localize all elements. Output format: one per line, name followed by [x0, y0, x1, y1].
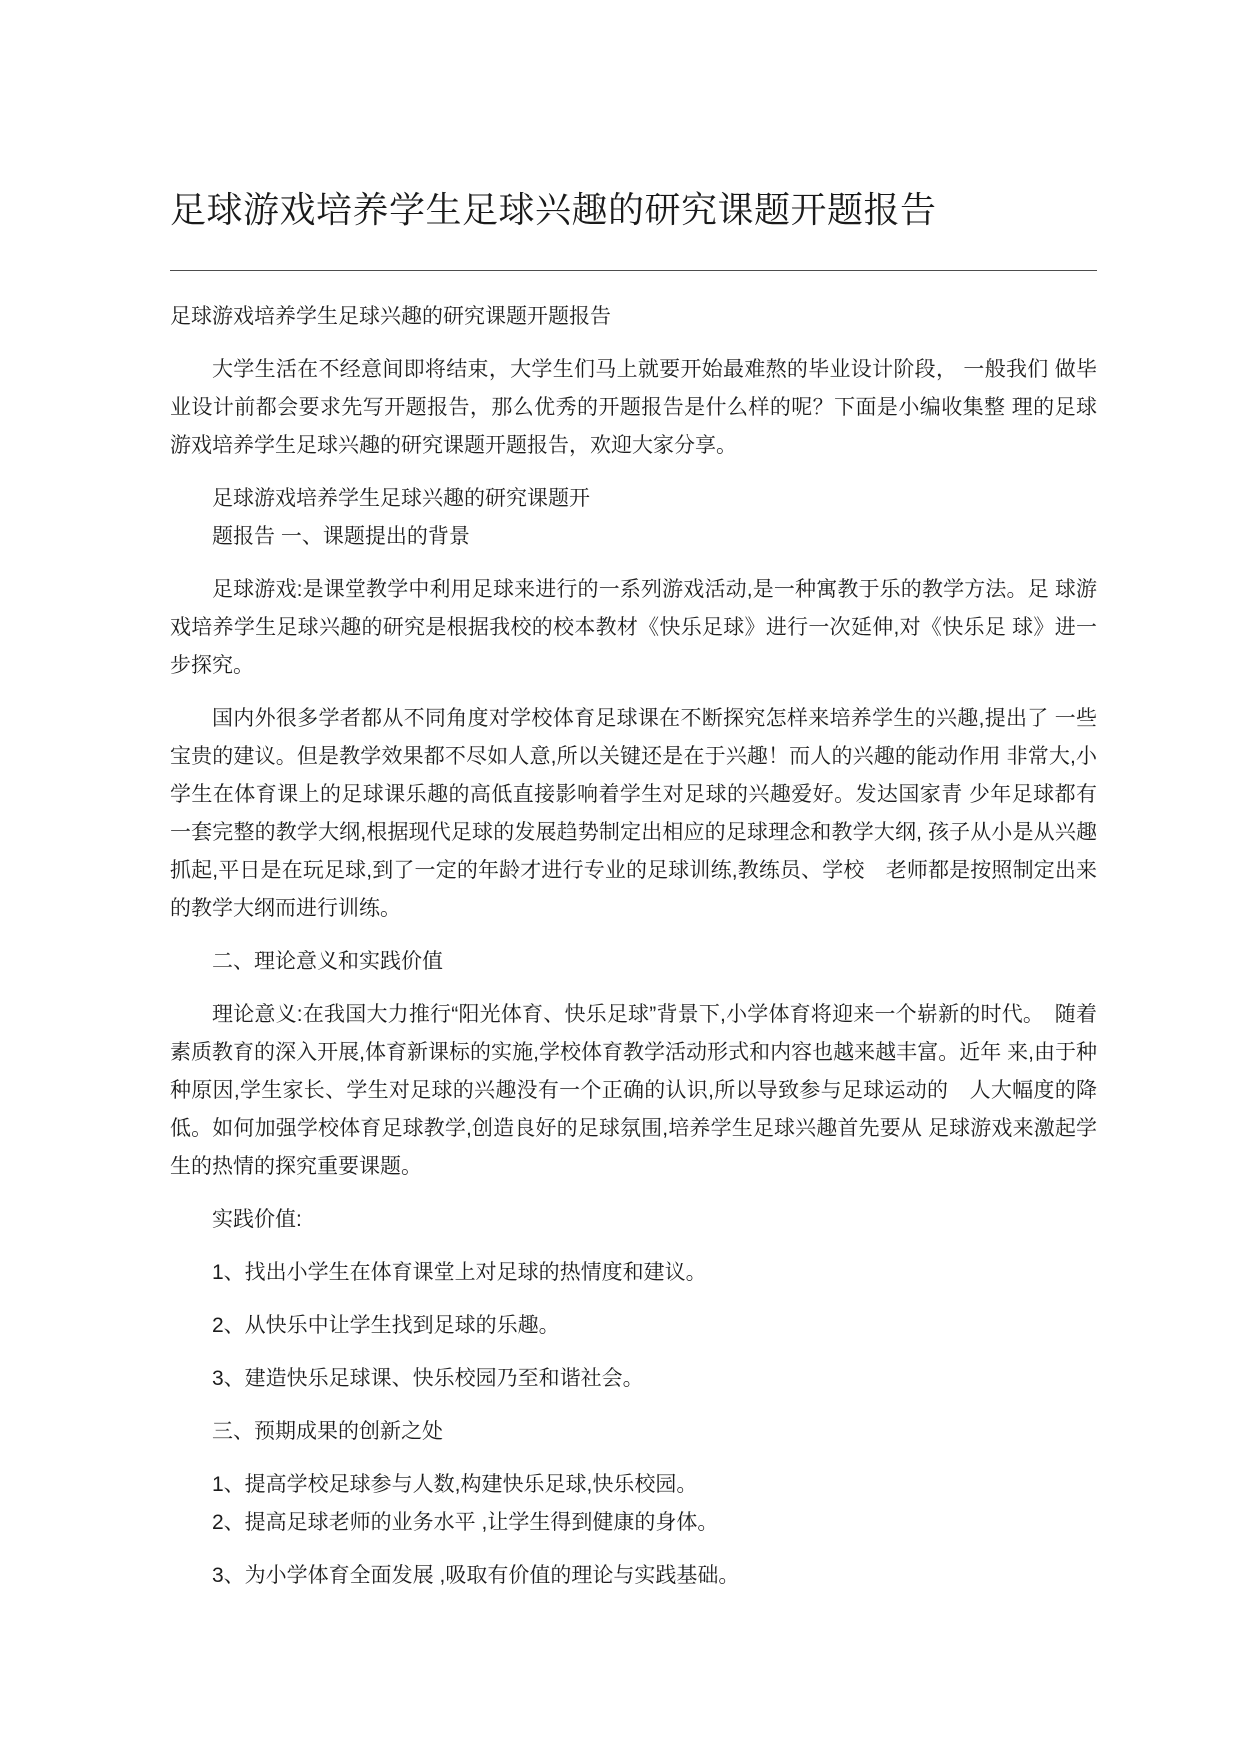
paragraph-section3-heading: 三、预期成果的创新之处 — [212, 1420, 443, 1443]
list-item-outcome-1: 1、提高学校足球参与人数,构建快乐足球,快乐校园。 — [212, 1473, 698, 1496]
list-item-outcome-3: 3、为小学体育全面发展 ,吸取有价值的理论与实践基础。 — [212, 1564, 740, 1587]
list-item-practical-3: 3、建造快乐足球课、快乐校园乃至和谐社会。 — [212, 1367, 644, 1390]
paragraph-practical-value-label: 实践价值: — [212, 1208, 302, 1231]
paragraph-background-definition: 足球游戏:是课堂教学中利用足球来进行的一系列游戏活动,是一种寓教于乐的教学方法。足 球游戏培养学生足球兴趣的研究是根据我校的校本教材《快乐足球》进行一次延伸,对《快乐足 球》进一步探究。 — [170, 578, 1097, 677]
document-title: 足球游戏培养学生足球兴趣的研究课题开题报告 — [170, 189, 937, 230]
paragraph-subtitle: 足球游戏培养学生足球兴趣的研究课题开题报告 — [170, 305, 611, 328]
paragraph-section2-heading: 二、理论意义和实践价值 — [212, 950, 443, 973]
list-item-outcome-2: 2、提高足球老师的业务水平 ,让学生得到健康的身体。 — [212, 1511, 719, 1534]
list-item-practical-2: 2、从快乐中让学生找到足球的乐趣。 — [212, 1314, 560, 1337]
paragraph-repeat-title-line1: 足球游戏培养学生足球兴趣的研究课题开 — [212, 487, 590, 510]
list-item-practical-1: 1、找出小学生在体育课堂上对足球的热情度和建议。 — [212, 1261, 707, 1284]
paragraph-section1-heading: 题报告 一、课题提出的背景 — [212, 525, 470, 548]
paragraph-intro: 大学生活在不经意间即将结束，大学生们马上就要开始最难熬的毕业设计阶段， 一般我们 做毕业设计前都会要求先写开题报告，那么优秀的开题报告是什么样的呢？下面是小编收集整 理的足球游戏培养学生足球兴趣的研究课题开题报告，欢迎大家分享。 — [170, 358, 1097, 457]
paragraph-background-research: 国内外很多学者都从不同角度对学校体育足球课在不断探究怎样来培养学生的兴趣,提出了 一些宝贵的建议。但是教学效果都不尽如人意,所以关键还是在于兴趣！而人的兴趣的能动作用 非常大,小学生在体育课上的足球课乐趣的高低直接影响着学生对足球的兴趣爱好。发达国家青 少年足球都有一套完整的教学大纲,根据现代足球的发展趋势制定出相应的足球理念和教学大纲, 孩子从小是从兴趣抓起,平日是在玩足球,到了一定的年龄才进行专业的足球训练,教练员、学校 老师都是按照制定出来的教学大纲而进行训练。 — [170, 707, 1097, 920]
title-divider — [170, 270, 1097, 271]
document-body — [170, 298, 1097, 1595]
paragraph-theoretical-meaning: 理论意义:在我国大力推行“阳光体育、快乐足球”背景下,小学体育将迎来一个崭新的时代。 随着素质教育的深入开展,体育新课标的实施,学校体育教学活动形式和内容也越来越丰富。近年 来,由于种种原因,学生家长、学生对足球的兴趣没有一个正确的认识,所以导致参与足球运动的 人大幅度的降低。如何加强学校体育足球教学,创造良好的足球氛围,培养学生足球兴趣首先要从 足球游戏来激起学生的热情的探究重要课题。 — [170, 1003, 1097, 1178]
